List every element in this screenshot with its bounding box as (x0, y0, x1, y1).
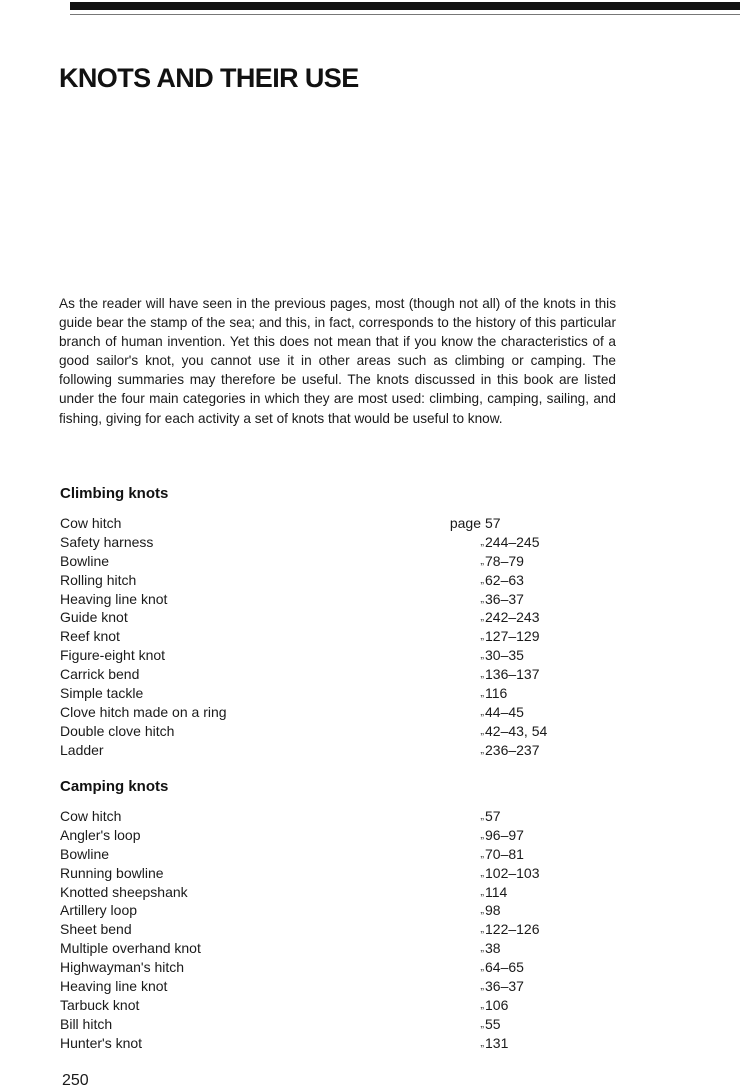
knot-name: Bowline (60, 552, 110, 569)
knot-row (60, 845, 560, 864)
section-heading: Camping knots (60, 778, 169, 795)
knot-pages: 57 (485, 808, 501, 824)
page-prefix: „ (480, 828, 484, 841)
page-prefix: „ (480, 611, 484, 624)
knot-name: Tarbuck knot (60, 996, 140, 1013)
knot-row (60, 646, 560, 665)
knot-pages: 127–129 (485, 628, 540, 645)
knot-row (60, 977, 560, 996)
knot-row (60, 1034, 560, 1053)
knot-pages: 98 (485, 902, 501, 919)
knot-pages: 55 (485, 1015, 501, 1032)
page-prefix: „ (480, 885, 484, 898)
knot-name: Rolling hitch (60, 571, 137, 588)
knot-name: Angler's loop (60, 826, 141, 843)
page-prefix: „ (480, 573, 484, 586)
page-prefix: „ (480, 998, 484, 1011)
knot-pages: 57 (485, 515, 501, 531)
knot-row (60, 627, 560, 646)
page-prefix: „ (480, 649, 484, 662)
knot-name: Simple tackle (60, 685, 144, 702)
climbing-knots-section (60, 484, 560, 760)
knot-name: Bill hitch (60, 1015, 113, 1032)
knot-name: Knotted sheepshank (60, 883, 188, 900)
knot-row (60, 665, 560, 684)
camping-knots-section (60, 777, 560, 1053)
knot-pages: 36–37 (485, 978, 524, 995)
knot-row (60, 684, 560, 703)
knot-name: Reef knot (60, 628, 120, 645)
knot-row (60, 883, 560, 902)
knot-row (60, 608, 560, 627)
knot-pages: 114 (485, 883, 508, 900)
knot-row (60, 533, 560, 552)
knot-name: Clove hitch made on a ring (60, 703, 227, 720)
page-prefix: „ (480, 866, 484, 879)
knot-pages: 116 (485, 685, 508, 702)
page-number: 250 (62, 1072, 89, 1089)
knot-pages: 242–243 (485, 609, 540, 626)
knot-row (60, 901, 560, 920)
page-prefix: „ (480, 1017, 484, 1030)
knot-pages: 131 (485, 1034, 509, 1051)
knot-row (60, 590, 560, 609)
knot-pages: 62–63 (485, 571, 524, 588)
knot-pages: 106 (485, 996, 509, 1013)
knot-pages: 136–137 (485, 666, 540, 683)
knot-row (60, 958, 560, 977)
knot-name: Cow hitch (60, 808, 122, 824)
knot-row (60, 939, 560, 958)
knot-row (60, 703, 560, 722)
knot-name: Figure-eight knot (60, 647, 166, 664)
knot-pages: 78–79 (485, 552, 524, 569)
page-prefix: „ (480, 923, 484, 936)
knot-list (60, 807, 560, 1053)
page-prefix: „ (480, 810, 484, 822)
knot-name: Ladder (60, 741, 104, 758)
knot-name: Running bowline (60, 864, 164, 881)
knot-name: Heaving line knot (60, 978, 168, 995)
knot-name: Sheet bend (60, 921, 132, 938)
knot-pages: 64–65 (485, 959, 524, 976)
knot-name: Multiple overhand knot (60, 940, 201, 957)
knot-pages: 30–35 (485, 647, 524, 664)
knot-pages: 122–126 (485, 921, 540, 938)
knot-row (60, 920, 560, 939)
knot-name: Heaving line knot (60, 590, 168, 607)
section-heading: Climbing knots (60, 485, 169, 502)
page-prefix: „ (480, 630, 484, 643)
knot-pages: 236–237 (485, 741, 540, 758)
page-title: KNOTS AND THEIR USE (59, 63, 359, 93)
knot-name: Artillery loop (60, 902, 138, 919)
knot-row (60, 807, 560, 826)
page-prefix: „ (480, 904, 484, 917)
knot-list (60, 514, 560, 760)
page-prefix: page (449, 515, 481, 531)
page-prefix: „ (480, 724, 484, 737)
knot-pages: 44–45 (485, 703, 524, 720)
knot-pages: 38 (485, 940, 501, 957)
knot-row (60, 1015, 560, 1034)
knot-name: Hunter's knot (60, 1034, 143, 1051)
knot-name: Highwayman's hitch (60, 959, 185, 976)
knot-pages: 102–103 (485, 864, 540, 881)
knot-row (60, 552, 560, 571)
knot-pages: 70–81 (485, 845, 524, 862)
page-prefix: „ (480, 743, 484, 756)
knot-name: Bowline (60, 845, 110, 862)
knot-row (60, 722, 560, 741)
top-rule (70, 2, 740, 10)
page-prefix: „ (480, 705, 484, 718)
knot-name: Guide knot (60, 609, 128, 626)
knot-row (60, 996, 560, 1015)
page-prefix: „ (480, 1036, 484, 1049)
knot-name: Carrick bend (60, 666, 140, 683)
page-prefix: „ (480, 847, 484, 860)
knot-row (60, 741, 560, 760)
knot-pages: 96–97 (485, 826, 524, 843)
intro-paragraph: As the reader will have seen in the previous pages, most (though not all) of the knots in this guide bear the stamp of the sea; and this, in fact, corresponds to the history of this particular branch of human invention. Yet this does not mean that if you know the characteristics of a good sailor's knot, you cannot use it in other areas such as climbing or camping. The following summaries may therefore be useful. The knots discussed in this book are listed under the four main categories in which they are most used: climbing, camping, sailing, and fishing, giving for each activity a set of knots that would be useful to know. (59, 296, 616, 426)
knot-name: Cow hitch (60, 515, 122, 531)
top-rule-thin (70, 14, 740, 15)
knot-row (60, 514, 560, 533)
knot-row (60, 864, 560, 883)
page-prefix: „ (480, 554, 484, 567)
knot-name: Double clove hitch (60, 722, 175, 739)
page-prefix: „ (480, 687, 484, 700)
page-prefix: „ (480, 980, 484, 993)
page-prefix: „ (480, 668, 484, 681)
knot-pages: 244–245 (485, 533, 540, 550)
knot-row (60, 826, 560, 845)
knot-row (60, 571, 560, 590)
knot-name: Safety harness (60, 533, 154, 550)
knot-pages: 42–43, 54 (485, 722, 548, 739)
page-prefix: „ (480, 961, 484, 974)
knot-pages: 36–37 (485, 590, 524, 607)
page-prefix: „ (480, 592, 484, 605)
page-prefix: „ (480, 942, 484, 955)
page-prefix: „ (480, 535, 484, 548)
